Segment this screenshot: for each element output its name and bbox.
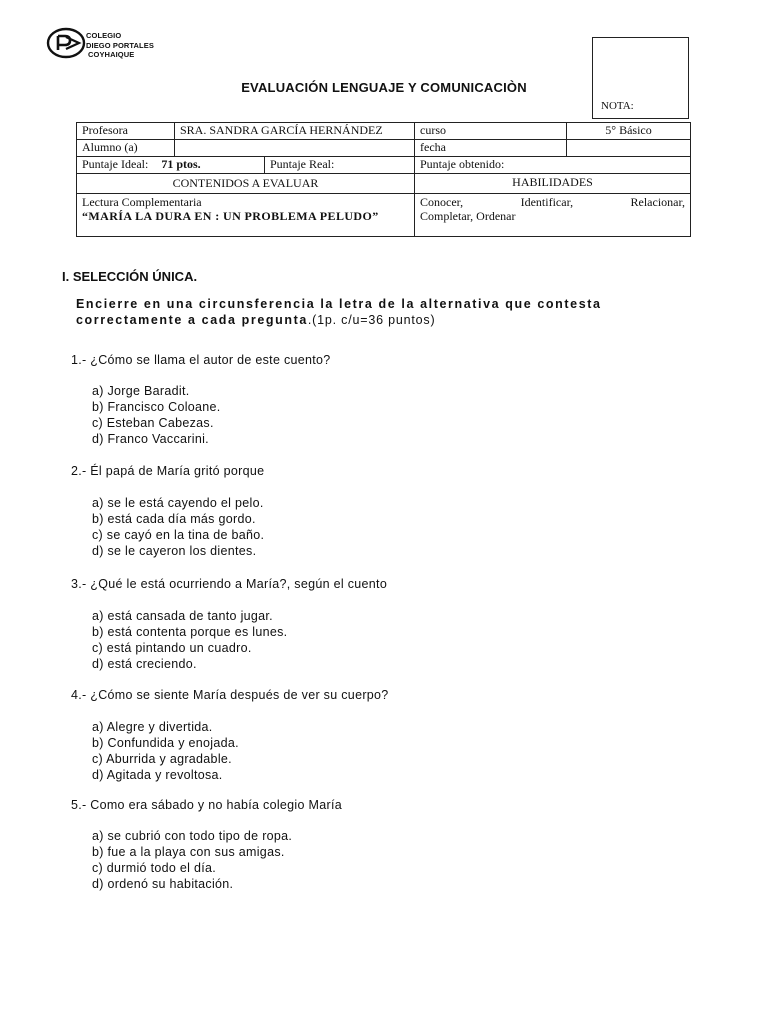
school-line-1: COLEGIO — [86, 31, 122, 40]
option-c[interactable]: c) se cayó en la tina de baño. — [92, 528, 265, 542]
question-5: 5.- Como era sábado y no había colegio María — [71, 798, 342, 812]
option-a[interactable]: a) Alegre y divertida. — [92, 720, 213, 734]
option-c[interactable]: c) Esteban Cabezas. — [92, 416, 214, 430]
puntaje-ideal-label: Puntaje Ideal: — [82, 157, 149, 171]
profesora-value: SRA. SANDRA GARCÍA HERNÁNDEZ — [175, 123, 415, 140]
page-title: EVALUACIÓN LENGUAJE Y COMUNICACIÒN — [241, 80, 527, 95]
question-3-options — [92, 608, 287, 672]
alumno-label: Alumno (a) — [77, 140, 175, 157]
option-a[interactable]: a) Jorge Baradit. — [92, 384, 190, 398]
lectura-title: “MARÍA LA DURA EN : UN PROBLEMA PELUDO” — [82, 209, 379, 223]
question-1: 1.- ¿Cómo se llama el autor de este cuento? — [71, 353, 331, 367]
curso-value: 5° Básico — [567, 123, 691, 140]
question-4-options — [92, 719, 239, 783]
question-3: 3.- ¿Qué le está ocurriendo a María?, según el cuento — [71, 577, 388, 591]
habilidades-header: HABILIDADES — [415, 174, 691, 194]
option-b[interactable]: b) Francisco Coloane. — [92, 400, 221, 414]
instruction-text: Encierre en una circunsferencia la letra de la alternativa que contesta correctamente a cada pregunta — [76, 297, 602, 327]
option-a[interactable]: a) se le está cayendo el pelo. — [92, 496, 264, 510]
question-2: 2.- Él papá de María gritó porque — [71, 464, 265, 478]
alumno-field[interactable] — [175, 140, 415, 157]
option-d[interactable]: d) ordenó su habitación. — [92, 877, 234, 891]
habilidades-line: Conocer, Identificar, Relacionar, — [420, 195, 685, 209]
question-4: 4.- ¿Cómo se siente María después de ver su cuerpo? — [71, 688, 389, 702]
puntaje-real-label[interactable]: Puntaje Real: — [265, 157, 415, 174]
option-d[interactable]: d) se le cayeron los dientes. — [92, 544, 257, 558]
curso-label: curso — [415, 123, 567, 140]
contenidos-cell — [77, 194, 415, 237]
table-row — [77, 194, 691, 237]
profesora-label: Profesora — [77, 123, 175, 140]
option-b[interactable]: b) está contenta porque es lunes. — [92, 625, 288, 639]
option-c[interactable]: c) está pintando un cuadro. — [92, 641, 252, 655]
habilidades-value — [415, 194, 691, 237]
puntaje-ideal-cell — [77, 157, 265, 174]
option-c[interactable]: c) Aburrida y agradable. — [92, 752, 232, 766]
option-a[interactable]: a) está cansada de tanto jugar. — [92, 609, 273, 623]
table-row — [77, 174, 691, 194]
lectura-label: Lectura Complementaria — [82, 195, 202, 209]
instruction-points: .(1p. c/u=36 puntos) — [307, 313, 436, 327]
puntaje-ideal-value: 71 ptos. — [161, 157, 201, 171]
info-table — [76, 122, 691, 237]
school-name — [86, 31, 154, 60]
fecha-label: fecha — [415, 140, 567, 157]
option-b[interactable]: b) Confundida y enojada. — [92, 736, 239, 750]
option-a[interactable]: a) se cubrió con todo tipo de ropa. — [92, 829, 293, 843]
habilidades-line-2: Completar, Ordenar — [420, 209, 516, 223]
grade-label: NOTA: — [601, 100, 634, 112]
section-title: I. SELECCIÓN ÚNICA. — [62, 269, 198, 284]
school-line-3: COYHAIQUE — [88, 50, 135, 59]
question-5-options — [92, 828, 292, 892]
fecha-field[interactable] — [567, 140, 691, 157]
instructions — [76, 296, 696, 328]
school-logo-icon — [46, 27, 86, 59]
option-b[interactable]: b) fue a la playa con sus amigas. — [92, 845, 285, 859]
table-row — [77, 157, 691, 174]
option-d[interactable]: d) Franco Vaccarini. — [92, 432, 209, 446]
question-2-options — [92, 495, 264, 559]
table-row — [77, 123, 691, 140]
option-c[interactable]: c) durmió todo el día. — [92, 861, 217, 875]
option-d[interactable]: d) Agitada y revoltosa. — [92, 768, 223, 782]
table-row — [77, 140, 691, 157]
grade-box[interactable] — [592, 37, 689, 119]
question-1-options — [92, 383, 221, 447]
school-line-2: DIEGO PORTALES — [86, 40, 154, 50]
option-d[interactable]: d) está creciendo. — [92, 657, 197, 671]
contenidos-header: CONTENIDOS A EVALUAR — [77, 174, 415, 194]
option-b[interactable]: b) está cada día más gordo. — [92, 512, 256, 526]
puntaje-obtenido-label[interactable]: Puntaje obtenido: — [415, 157, 691, 174]
